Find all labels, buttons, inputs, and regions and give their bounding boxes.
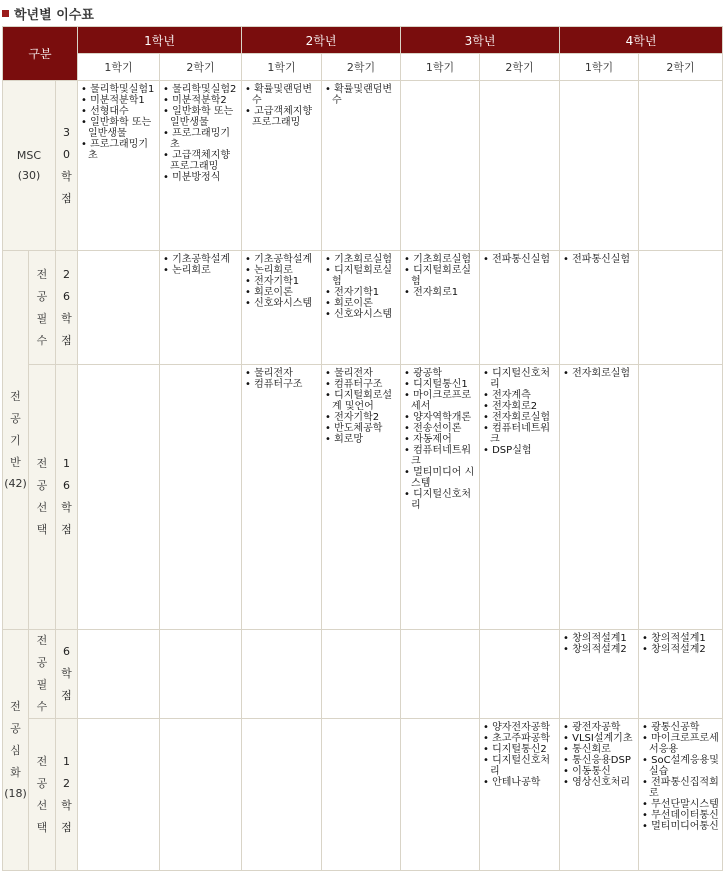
course-item: • 미분방정식	[163, 172, 239, 183]
course-item: • 컴퓨터네트워크	[404, 445, 477, 467]
course-item: • 디지털통신1	[404, 379, 477, 390]
course-item: • 통신회로	[563, 744, 636, 755]
course-item: • 기초공학설계	[163, 254, 239, 265]
course-item: • 전자기학1	[325, 287, 398, 298]
course-item: • 회로이론	[245, 287, 319, 298]
course-item: • 디지털회로설계 및언어	[325, 390, 398, 412]
course-item: • 전파통신실험	[563, 254, 636, 265]
basic-category	[3, 251, 29, 630]
header-year-4: 4학년	[560, 27, 723, 54]
course-item: • 고급객체지향 프로그래밍	[163, 150, 239, 172]
course-cell	[639, 81, 723, 251]
course-item: • 논리회로	[245, 265, 319, 276]
course-item: • 논리회로	[163, 265, 239, 276]
course-cell	[560, 365, 639, 630]
msc-category	[3, 81, 56, 251]
course-cell	[242, 630, 322, 719]
course-cell	[160, 630, 242, 719]
course-cell	[480, 81, 560, 251]
course-item: • 마이크로프로세서응용	[642, 733, 720, 755]
course-item: • 확률및랜덤변수	[245, 84, 319, 106]
course-item: • 창의적설계1	[642, 633, 720, 644]
course-item: • 멀티미디어통신	[642, 821, 720, 832]
course-item: • 전자회로1	[404, 287, 477, 298]
course-item: • 일반화학 또는 일반생물	[163, 106, 239, 128]
course-item: • 미분적분학1	[81, 95, 157, 106]
course-cell	[401, 251, 480, 365]
course-cell	[160, 719, 242, 871]
basic-label: 전공기반	[10, 390, 21, 469]
curriculum-table	[2, 26, 723, 871]
course-cell	[480, 630, 560, 719]
deep-ele-label: 전공선택	[29, 719, 56, 871]
course-item: • 멀티미디어 시스템	[404, 467, 477, 489]
deep-req-label: 전공필수	[29, 630, 56, 719]
msc-count: (30)	[17, 168, 41, 182]
course-cell	[322, 251, 401, 365]
deep-category	[3, 630, 29, 871]
course-item: • 디지털회로실험	[325, 265, 398, 287]
basic-req-label: 전공필수	[29, 251, 56, 365]
msc-label: MSC	[16, 148, 42, 162]
header-semester: 2학기	[322, 54, 401, 81]
course-item: • 디지털회로실험	[404, 265, 477, 287]
course-item: • 확률및랜덤변수	[325, 84, 398, 106]
course-cell	[401, 365, 480, 630]
course-item: • 회로망	[325, 434, 398, 445]
course-cell	[639, 251, 723, 365]
course-item: • 이동통신	[563, 766, 636, 777]
course-item: • 프로그래밍기초	[163, 128, 239, 150]
course-item: • 물리학및실험1	[81, 84, 157, 95]
course-item: • 통신응용DSP	[563, 755, 636, 766]
course-cell	[78, 81, 160, 251]
course-cell	[639, 365, 723, 630]
course-cell	[322, 365, 401, 630]
header-semester: 2학기	[480, 54, 560, 81]
course-cell	[639, 719, 723, 871]
course-item: • 양자역학개론	[404, 412, 477, 423]
basic-ele-label: 전공선택	[29, 365, 56, 630]
course-item: • 물리학및실험2	[163, 84, 239, 95]
course-cell	[242, 81, 322, 251]
course-item: • 자동제어	[404, 434, 477, 445]
course-cell	[401, 719, 480, 871]
course-item: • 광전자공학	[563, 722, 636, 733]
course-item: • 고급객체지향 프로그래밍	[245, 106, 319, 128]
course-cell	[160, 81, 242, 251]
course-item: • 안테나공학	[483, 777, 557, 788]
course-cell	[480, 251, 560, 365]
deep-ele-credit: 12학점	[56, 719, 78, 871]
course-item: • 디지털통신2	[483, 744, 557, 755]
title-bar	[0, 0, 724, 26]
course-item: • 전송선이론	[404, 423, 477, 434]
course-item: • 기초공학설계	[245, 254, 319, 265]
course-item: • 물리전자	[325, 368, 398, 379]
course-item: • 전자기학1	[245, 276, 319, 287]
course-cell	[639, 630, 723, 719]
course-item: • 회로이론	[325, 298, 398, 309]
course-cell	[242, 251, 322, 365]
course-cell	[242, 719, 322, 871]
header-semester: 1학기	[560, 54, 639, 81]
course-item: • 기초회로실험	[404, 254, 477, 265]
course-item: • 일반화학 또는 일반생물	[81, 117, 157, 139]
course-cell	[560, 81, 639, 251]
course-cell	[480, 365, 560, 630]
course-cell	[322, 719, 401, 871]
course-item: • 디지털신호처리	[404, 489, 477, 511]
header-gubun: 구분	[3, 27, 78, 81]
course-item: • 광통신공학	[642, 722, 720, 733]
course-item: • 물리전자	[245, 368, 319, 379]
course-item: • 무선단말시스템	[642, 799, 720, 810]
msc-credit: 30학점	[56, 81, 78, 251]
header-semester: 2학기	[160, 54, 242, 81]
course-item: • VLSI설계기초	[563, 733, 636, 744]
course-cell	[78, 719, 160, 871]
header-year-1: 1학년	[78, 27, 242, 54]
course-item: • 디지털신호처리	[483, 755, 557, 777]
course-cell	[401, 630, 480, 719]
course-item: • 기초회로실험	[325, 254, 398, 265]
course-item: • 반도체공학	[325, 423, 398, 434]
course-item: • 컴퓨터구조	[245, 379, 319, 390]
course-cell	[322, 81, 401, 251]
title-bullet-icon	[2, 10, 9, 17]
page-title: 학년별 이수표	[14, 7, 94, 23]
basic-count: (42)	[4, 477, 27, 490]
course-item: • 전파통신실험	[483, 254, 557, 265]
course-cell	[160, 365, 242, 630]
course-cell	[480, 719, 560, 871]
deep-count: (18)	[4, 787, 27, 800]
course-item: • 마이크로프로세서	[404, 390, 477, 412]
header-semester: 2학기	[639, 54, 723, 81]
course-item: • 창의적설계2	[642, 644, 720, 655]
header-semester: 1학기	[242, 54, 322, 81]
course-item: • 전자회로실험	[563, 368, 636, 379]
course-cell	[560, 630, 639, 719]
deep-label: 전공심화	[10, 700, 21, 779]
course-item: • 선형대수	[81, 106, 157, 117]
course-cell	[401, 81, 480, 251]
course-item: • 미분적분학2	[163, 95, 239, 106]
course-item: • 컴퓨터네트워크	[483, 423, 557, 445]
course-item: • 전파통신집적회로	[642, 777, 720, 799]
header-year-2: 2학년	[242, 27, 401, 54]
course-item: • 초고주파공학	[483, 733, 557, 744]
course-item: • SoC설계응용및실습	[642, 755, 720, 777]
course-item: • 전자회로2	[483, 401, 557, 412]
course-item: • 전자회로실험	[483, 412, 557, 423]
course-cell	[322, 630, 401, 719]
course-item: • DSP실험	[483, 445, 557, 456]
header-year-3: 3학년	[401, 27, 560, 54]
course-item: • 무선데이터통신	[642, 810, 720, 821]
course-cell	[78, 251, 160, 365]
course-item: • 컴퓨터구조	[325, 379, 398, 390]
course-item: • 신호와시스템	[245, 298, 319, 309]
course-item: • 전자계측	[483, 390, 557, 401]
course-item: • 창의적설계2	[563, 644, 636, 655]
header-semester: 1학기	[401, 54, 480, 81]
course-cell	[242, 365, 322, 630]
course-cell	[560, 251, 639, 365]
header-semester: 1학기	[78, 54, 160, 81]
course-item: • 양자전자공학	[483, 722, 557, 733]
basic-ele-credit: 16학점	[56, 365, 78, 630]
course-item: • 전자기학2	[325, 412, 398, 423]
basic-req-credit: 26학점	[56, 251, 78, 365]
deep-req-credit: 6학점	[56, 630, 78, 719]
course-item: • 광공학	[404, 368, 477, 379]
course-item: • 디지털신호처리	[483, 368, 557, 390]
course-cell	[78, 630, 160, 719]
course-item: • 영상신호처리	[563, 777, 636, 788]
course-cell	[560, 719, 639, 871]
course-cell	[160, 251, 242, 365]
course-item: • 프로그래밍기초	[81, 139, 157, 161]
course-item: • 신호와시스템	[325, 309, 398, 320]
course-cell	[78, 365, 160, 630]
course-item: • 창의적설계1	[563, 633, 636, 644]
